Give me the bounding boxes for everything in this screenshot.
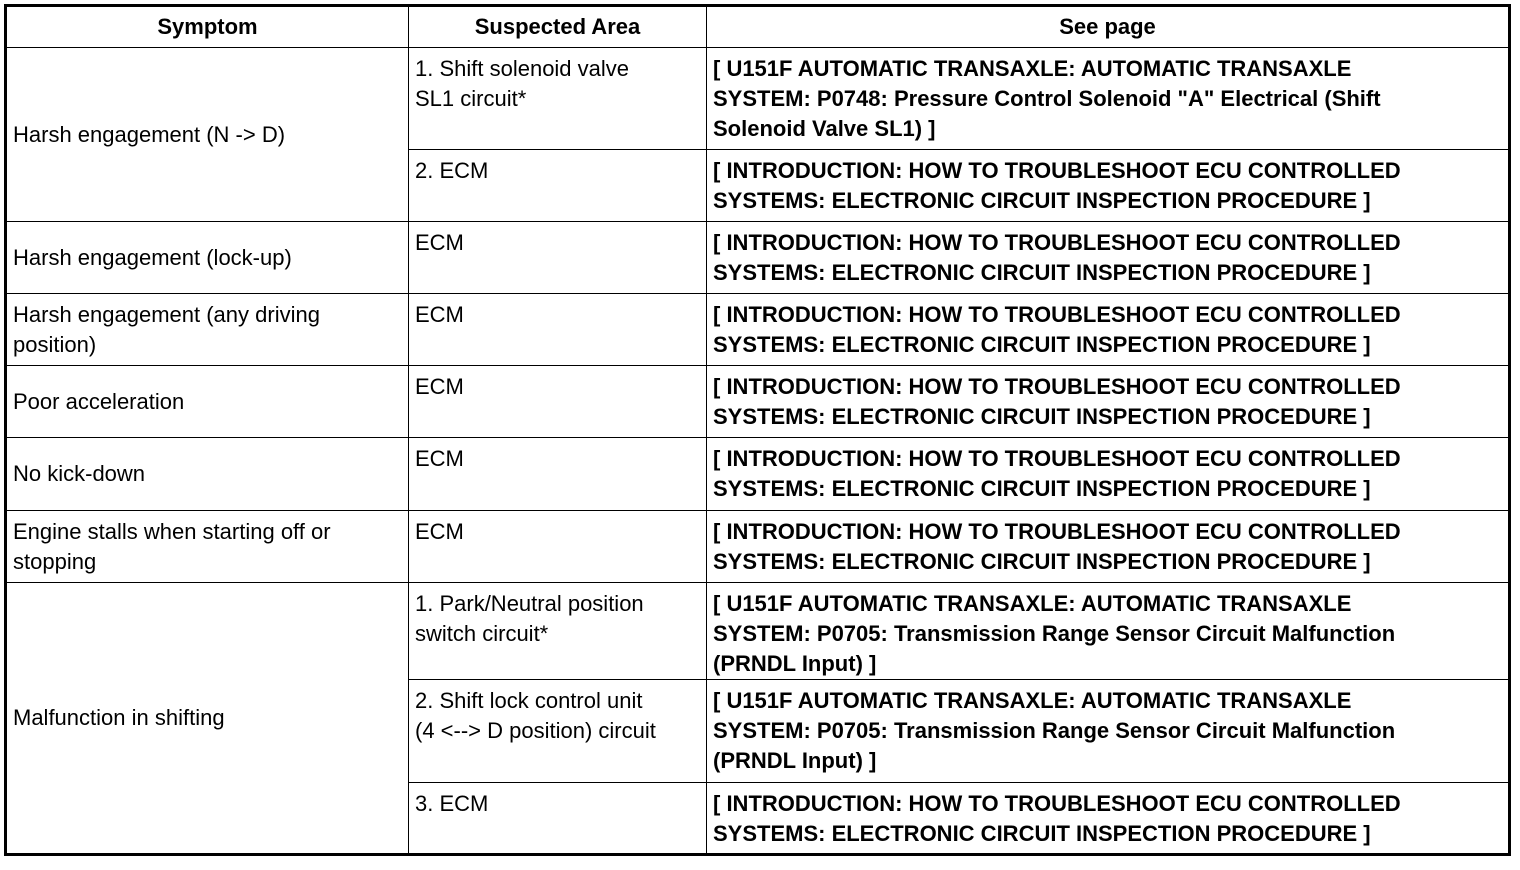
see-page-link[interactable]: [ INTRODUCTION: HOW TO TROUBLESHOOT ECU CONTROLLED SYSTEMS: ELECTRONIC CIRCUIT INSPECTION PROCEDURE ] [707,511,1510,583]
table-row [6,511,1510,583]
suspected-area-cell: ECM [409,511,707,583]
symptom-cell: Engine stalls when starting off or stopping [6,511,409,583]
suspected-area-cell: 2. ECM [409,150,707,222]
symptom-cell: Harsh engagement (lock-up) [6,222,409,294]
table-body [6,48,1510,855]
symptom-cell: No kick-down [6,438,409,511]
header-row [6,6,1510,48]
header-suspected-area: Suspected Area [409,6,707,48]
table-row [6,48,1510,150]
see-page-link[interactable]: [ U151F AUTOMATIC TRANSAXLE: AUTOMATIC TRANSAXLE SYSTEM: P0705: Transmission Range Sensor Circuit Malfunction (PRNDL Input) ] [707,583,1510,680]
suspected-area-cell: 1. Shift solenoid valve SL1 circuit* [409,48,707,150]
symptom-cell: Malfunction in shifting [6,583,409,855]
table-row [6,583,1510,680]
suspected-area-cell: ECM [409,366,707,438]
symptom-table [4,4,1511,856]
suspected-area-cell: 3. ECM [409,783,707,855]
see-page-link[interactable]: [ INTRODUCTION: HOW TO TROUBLESHOOT ECU CONTROLLED SYSTEMS: ELECTRONIC CIRCUIT INSPECTION PROCEDURE ] [707,366,1510,438]
table-row [6,222,1510,294]
suspected-area-cell: 2. Shift lock control unit (4 <--> D position) circuit [409,680,707,783]
table-row [6,294,1510,366]
table-row [6,366,1510,438]
suspected-area-cell: ECM [409,438,707,511]
header-see-page: See page [707,6,1510,48]
see-page-link[interactable]: [ U151F AUTOMATIC TRANSAXLE: AUTOMATIC TRANSAXLE SYSTEM: P0748: Pressure Control Solenoid "A" Electrical (Shift Solenoid Valve SL1) ] [707,48,1510,150]
see-page-link[interactable]: [ INTRODUCTION: HOW TO TROUBLESHOOT ECU CONTROLLED SYSTEMS: ELECTRONIC CIRCUIT INSPECTION PROCEDURE ] [707,150,1510,222]
header-symptom: Symptom [6,6,409,48]
symptom-cell: Harsh engagement (any driving position) [6,294,409,366]
see-page-link[interactable]: [ INTRODUCTION: HOW TO TROUBLESHOOT ECU CONTROLLED SYSTEMS: ELECTRONIC CIRCUIT INSPECTION PROCEDURE ] [707,438,1510,511]
table-row [6,438,1510,511]
suspected-area-cell: ECM [409,294,707,366]
suspected-area-cell: 1. Park/Neutral position switch circuit* [409,583,707,680]
see-page-link[interactable]: [ INTRODUCTION: HOW TO TROUBLESHOOT ECU CONTROLLED SYSTEMS: ELECTRONIC CIRCUIT INSPECTION PROCEDURE ] [707,222,1510,294]
see-page-link[interactable]: [ U151F AUTOMATIC TRANSAXLE: AUTOMATIC TRANSAXLE SYSTEM: P0705: Transmission Range Sensor Circuit Malfunction (PRNDL Input) ] [707,680,1510,783]
symptom-cell: Poor acceleration [6,366,409,438]
see-page-link[interactable]: [ INTRODUCTION: HOW TO TROUBLESHOOT ECU CONTROLLED SYSTEMS: ELECTRONIC CIRCUIT INSPECTION PROCEDURE ] [707,294,1510,366]
symptom-cell: Harsh engagement (N -> D) [6,48,409,222]
see-page-link[interactable]: [ INTRODUCTION: HOW TO TROUBLESHOOT ECU CONTROLLED SYSTEMS: ELECTRONIC CIRCUIT INSPECTION PROCEDURE ] [707,783,1510,855]
suspected-area-cell: ECM [409,222,707,294]
